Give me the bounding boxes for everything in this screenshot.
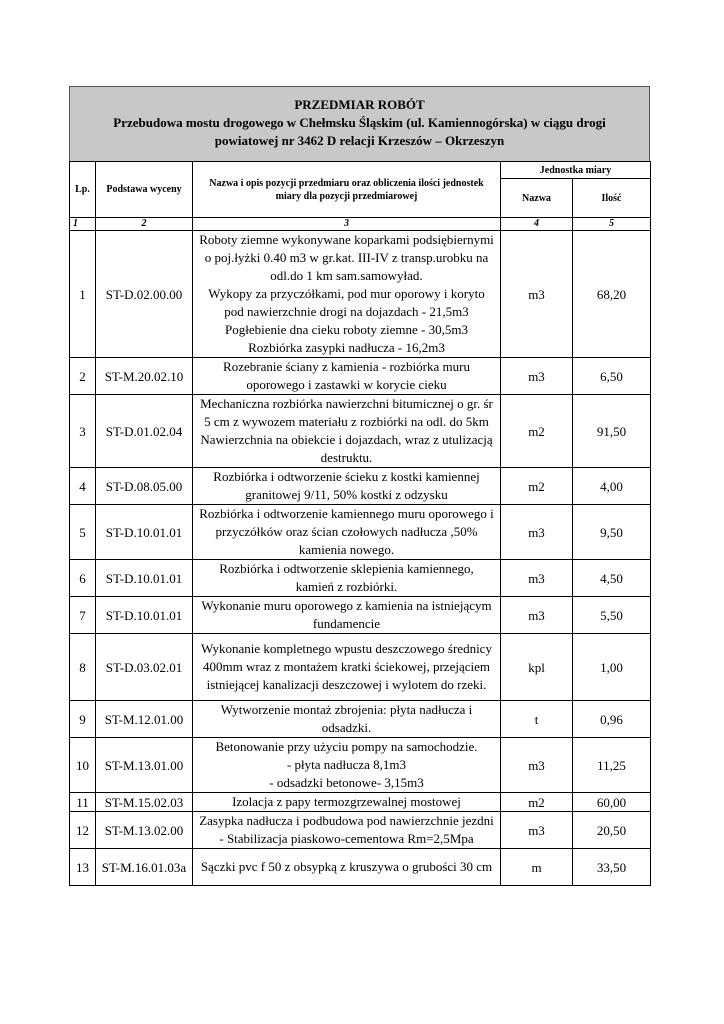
description-line: 400mm wraz z montażem kratki ściekowej, przejąciem bbox=[203, 659, 490, 674]
row-description bbox=[193, 634, 501, 701]
row-basis: ST-M.15.02.03 bbox=[96, 793, 193, 812]
row-unit: t bbox=[501, 701, 573, 738]
column-number-row bbox=[70, 218, 651, 231]
row-basis: ST-M.12.01.00 bbox=[96, 701, 193, 738]
description-line: Roboty ziemne wykonywane koparkami podsiębiernymi bbox=[199, 232, 494, 247]
row-number: 12 bbox=[70, 812, 96, 849]
row-unit: m3 bbox=[501, 812, 573, 849]
row-number: 4 bbox=[70, 468, 96, 505]
row-quantity: 33,50 bbox=[573, 849, 651, 886]
description-line: oporowego i zastawki w korycie cieku bbox=[246, 377, 447, 392]
table-row bbox=[70, 849, 651, 886]
row-description bbox=[193, 560, 501, 597]
row-basis: ST-M.13.02.00 bbox=[96, 812, 193, 849]
description-line: odl.do 1 km sam.samowyład. bbox=[270, 268, 423, 283]
description-line: Sączki pvc f 50 z obsypką z kruszywa o grubości 30 cm bbox=[200, 859, 493, 874]
row-number: 13 bbox=[70, 849, 96, 886]
row-quantity: 0,96 bbox=[573, 701, 651, 738]
row-number: 8 bbox=[70, 634, 96, 701]
row-basis: ST-D.10.01.01 bbox=[96, 505, 193, 560]
row-description bbox=[193, 231, 501, 358]
column-header-description: Nazwa i opis pozycji przedmiaru oraz obliczenia ilości jednostek miary dla pozycji przedmiarowej bbox=[193, 162, 501, 218]
row-basis: ST-D.02.00.00 bbox=[96, 231, 193, 358]
description-line: fundamencie bbox=[312, 616, 381, 631]
description-line: odsadzki. bbox=[321, 720, 372, 735]
column-header-quantity: Ilość bbox=[573, 179, 651, 218]
row-quantity: 11,25 bbox=[573, 738, 651, 793]
row-description bbox=[193, 395, 501, 468]
description-line: Mechaniczna rozbiórka nawierzchni bitumicznej o gr. śr bbox=[200, 396, 493, 411]
row-unit: m2 bbox=[501, 793, 573, 812]
description-line: kamień z rozbiórki. bbox=[295, 579, 398, 594]
description-line: Wykopy za przyczółkami, pod mur oporowy i koryto bbox=[208, 286, 485, 301]
project-name-line-2: powiatowej nr 3462 D relacji Krzeszów – Okrzeszyn bbox=[214, 133, 505, 148]
project-name-line-1: Przebudowa mostu drogowego w Chełmsku Śląskim (ul. Kamiennogórska) w ciągu drogi bbox=[113, 115, 606, 130]
row-basis: ST-M.20.02.10 bbox=[96, 358, 193, 395]
row-quantity: 68,20 bbox=[573, 231, 651, 358]
row-unit: m3 bbox=[501, 560, 573, 597]
row-basis: ST-D.01.02.04 bbox=[96, 395, 193, 468]
row-description bbox=[193, 468, 501, 505]
description-line: Rozebranie ściany z kamienia - rozbiórka muru bbox=[223, 359, 470, 374]
description-line: Wykonanie muru oporowego z kamienia na istniejącym bbox=[201, 598, 492, 613]
row-unit: m3 bbox=[501, 597, 573, 634]
description-line: Betonowanie przy użyciu pompy na samochodzie. bbox=[215, 739, 478, 754]
row-quantity: 4,00 bbox=[573, 468, 651, 505]
bill-of-quantities-table bbox=[69, 161, 651, 886]
description-line: Izolacja z papy termozgrzewalnej mostowej bbox=[232, 794, 461, 809]
description-line: Wytworzenie montaż zbrojenia: płyta nadłucza i bbox=[220, 702, 473, 717]
row-quantity: 91,50 bbox=[573, 395, 651, 468]
description-line: o poj.łyżki 0.40 m3 w gr.kat. III-IV z transp.urobku na bbox=[204, 250, 489, 265]
row-number: 10 bbox=[70, 738, 96, 793]
description-line: Rozbiórka zasypki nadłucza - 16,2m3 bbox=[248, 340, 445, 355]
column-header-lp: Lp. bbox=[70, 162, 96, 218]
description-line: Rozbiórka i odtworzenie kamiennego muru oporowego i bbox=[199, 506, 494, 521]
row-unit: m3 bbox=[501, 231, 573, 358]
table-row bbox=[70, 231, 651, 358]
row-unit: m bbox=[501, 849, 573, 886]
description-line: Pogłebienie dna cieku roboty ziemne - 30,5m3 bbox=[225, 322, 468, 337]
row-description bbox=[193, 849, 501, 886]
row-number: 7 bbox=[70, 597, 96, 634]
table-row bbox=[70, 358, 651, 395]
row-description bbox=[193, 793, 501, 812]
row-quantity: 20,50 bbox=[573, 812, 651, 849]
row-quantity: 9,50 bbox=[573, 505, 651, 560]
row-description bbox=[193, 738, 501, 793]
column-header-basis: Podstawa wyceny bbox=[96, 162, 193, 218]
row-description bbox=[193, 701, 501, 738]
table-body bbox=[70, 231, 651, 886]
description-line: przyczółków oraz ścian czołowych nadłucza ,50% bbox=[215, 524, 478, 539]
row-basis: ST-M.16.01.03a bbox=[96, 849, 193, 886]
row-description bbox=[193, 597, 501, 634]
column-number-4: 4 bbox=[501, 218, 573, 231]
row-quantity: 1,00 bbox=[573, 634, 651, 701]
row-number: 1 bbox=[70, 231, 96, 358]
description-line: Wykonanie kompletnego wpustu deszczowego średnicy bbox=[201, 641, 492, 656]
row-number: 3 bbox=[70, 395, 96, 468]
description-line: destruktu. bbox=[320, 450, 373, 465]
row-description bbox=[193, 358, 501, 395]
row-quantity: 4,50 bbox=[573, 560, 651, 597]
description-line: Rozbiórka i odtworzenie sklepienia kamiennego, bbox=[219, 561, 474, 576]
row-unit: m3 bbox=[501, 505, 573, 560]
table-row bbox=[70, 701, 651, 738]
description-line: Nawierzchnia na obiekcie i dojazdach, wraz z utulizacją bbox=[200, 432, 493, 447]
row-description bbox=[193, 812, 501, 849]
row-number: 11 bbox=[70, 793, 96, 812]
description-line: kamienia nowego. bbox=[298, 542, 395, 557]
row-number: 2 bbox=[70, 358, 96, 395]
table-row bbox=[70, 634, 651, 701]
description-line: istniejącej kanalizacji deszczowej i wylotem do rzeki. bbox=[206, 677, 487, 692]
row-basis: ST-D.08.05.00 bbox=[96, 468, 193, 505]
row-unit: m3 bbox=[501, 738, 573, 793]
row-number: 6 bbox=[70, 560, 96, 597]
description-line: pod nawierzchnie drogi na dojazdach - 21,5m3 bbox=[224, 304, 469, 319]
column-number-5: 5 bbox=[573, 218, 651, 231]
description-line: Zasypka nadłucza i podbudowa pod nawierzchnie jezdni bbox=[199, 813, 494, 828]
row-basis: ST-D.10.01.01 bbox=[96, 597, 193, 634]
table-row bbox=[70, 560, 651, 597]
column-header-unit-name: Nazwa bbox=[501, 179, 573, 218]
description-line: granitowej 9/11, 50% kostki z odzysku bbox=[245, 487, 448, 502]
row-quantity: 60,00 bbox=[573, 793, 651, 812]
column-number-1: 1 bbox=[70, 218, 96, 231]
description-line: - Stabilizacja piaskowo-cementowa Rm=2,5Mpa bbox=[219, 831, 474, 846]
table-row bbox=[70, 793, 651, 812]
column-number-2: 2 bbox=[96, 218, 193, 231]
table-row bbox=[70, 468, 651, 505]
description-line: - odsadzki betonowe- 3,15m3 bbox=[269, 775, 424, 790]
row-basis: ST-D.03.02.01 bbox=[96, 634, 193, 701]
row-quantity: 5,50 bbox=[573, 597, 651, 634]
description-line: 5 cm z wywozem materiału z rozbiórki na odl. do 5km bbox=[204, 414, 489, 429]
table-row bbox=[70, 738, 651, 793]
row-unit: m3 bbox=[501, 358, 573, 395]
document-title: PRZEDMIAR ROBÓT bbox=[294, 97, 425, 112]
column-header-unit-group: Jednostka miary bbox=[501, 162, 651, 179]
row-description bbox=[193, 505, 501, 560]
row-number: 9 bbox=[70, 701, 96, 738]
description-line: - płyta nadłucza 8,1m3 bbox=[286, 757, 407, 772]
row-unit: m2 bbox=[501, 395, 573, 468]
row-basis: ST-M.13.01.00 bbox=[96, 738, 193, 793]
row-unit: m2 bbox=[501, 468, 573, 505]
table-row bbox=[70, 812, 651, 849]
row-basis: ST-D.10.01.01 bbox=[96, 560, 193, 597]
table-row bbox=[70, 395, 651, 468]
table-row bbox=[70, 597, 651, 634]
description-line: Rozbiórka i odtworzenie ścieku z kostki kamiennej bbox=[213, 469, 480, 484]
column-number-3: 3 bbox=[193, 218, 501, 231]
row-quantity: 6,50 bbox=[573, 358, 651, 395]
table-row bbox=[70, 505, 651, 560]
document-header bbox=[69, 86, 650, 162]
row-number: 5 bbox=[70, 505, 96, 560]
row-unit: kpl bbox=[501, 634, 573, 701]
